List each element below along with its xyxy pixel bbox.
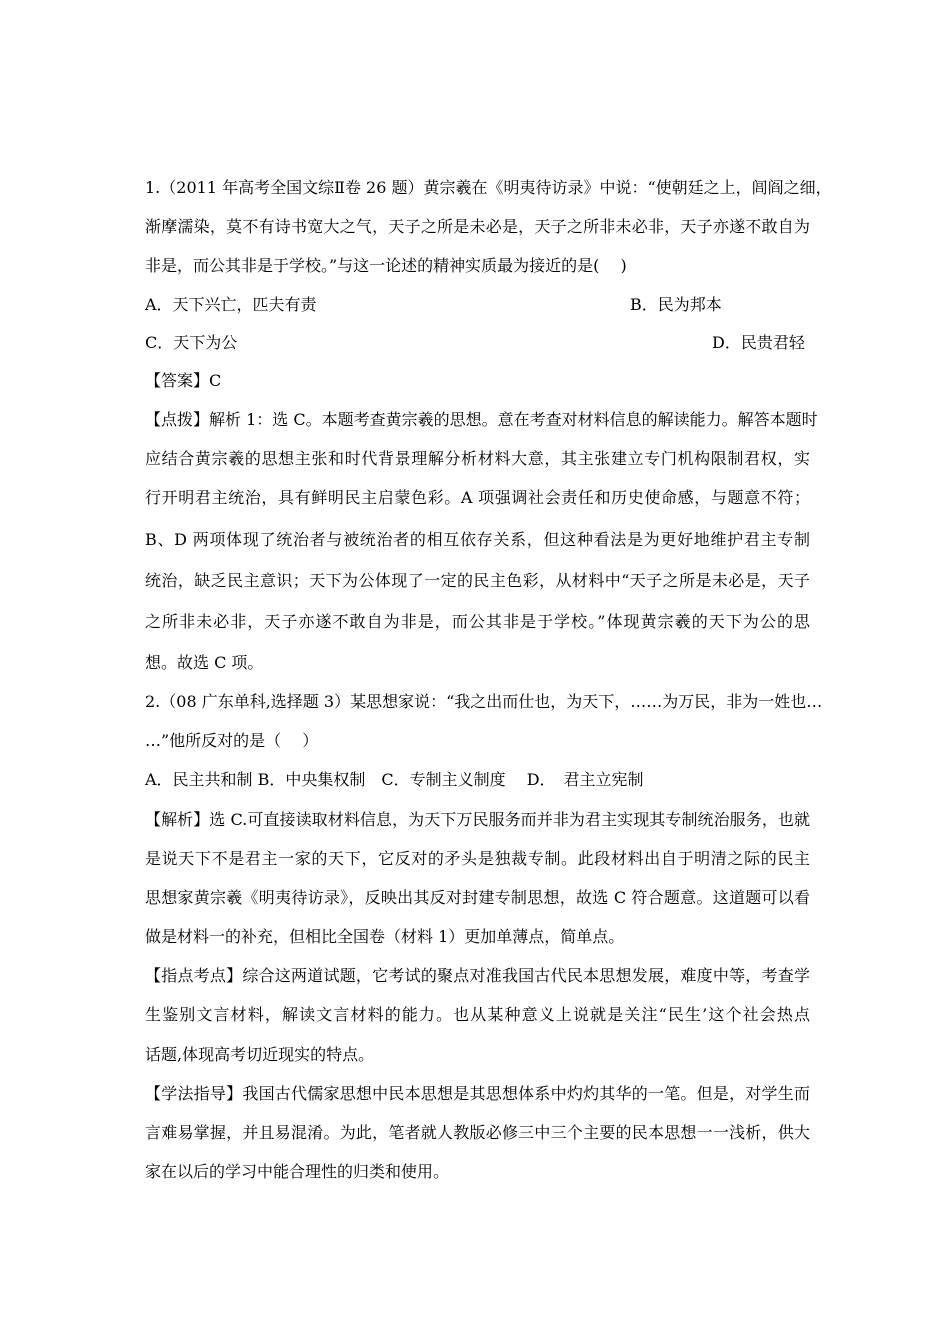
q1-option-a: A．天下兴亡，匹夫有责: [145, 295, 317, 314]
q1-option-b: B．民为邦本: [630, 295, 722, 314]
xuefa-line: 言难易掌握，并且易混淆。为此，笔者就人教版必修三中三个主要的民本思想一一浅析，供大: [145, 1123, 810, 1142]
q1-analysis-line: B、D 两项体现了统治者与被统治者的相互依存关系，但这种看法是为更好地维护君主专制: [145, 530, 810, 549]
q1-analysis-line: 行开明君主统治，具有鲜明民主启蒙色彩。A 项强调社会责任和历史使命感，与题意不符；: [145, 488, 810, 507]
q2-analysis-line: 是说天下不是君主一家的天下，它反对的矛头是独裁专制。此段材料出自于明清之际的民主: [145, 849, 810, 868]
q1-analysis-line: 应结合黄宗羲的思想主张和时代背景理解分析材料大意，其主张建立专门机构限制君权，实: [145, 449, 810, 468]
q1-line-1: 1.（2011 年高考全国文综Ⅱ卷 26 题）黄宗羲在《明夷待访录》中说：“使朝廷之上，闾阎之细，: [145, 178, 832, 197]
q2-analysis-line: 【解析】选 C.可直接读取材料信息，为天下万民服务而并非为君主实现其专制统治服务，也就: [145, 810, 810, 829]
kaodian-line: 话题,体现高考切近现实的特点。: [145, 1045, 375, 1064]
xuefa-line: 【学法指导】我国古代儒家思想中民本思想是其思想体系中灼灼其华的一笔。但是，对学生而: [145, 1084, 810, 1103]
q1-option-d: D．民贵君轻: [712, 333, 805, 352]
q1-analysis-line: 【点拨】解析 1：选 C。本题考查黄宗羲的思想。意在考查对材料信息的解读能力。解答本题时: [145, 410, 818, 429]
kaodian-line: 生鉴别文言材料，解读文言材料的能力。也从某种意义上说就是关注“民生’这个社会热点: [145, 1005, 810, 1024]
q1-line-2: 渐摩濡染，莫不有诗书宽大之气，天子之所是未必是，天子之所非未必非，天子亦遂不敢自为: [145, 217, 810, 236]
q1-answer: 【答案】C: [145, 371, 222, 390]
q1-analysis-line: 之所非未必非，天子亦遂不敢自为非是，而公其非是于学校。”体现黄宗羲的天下为公的思: [145, 612, 810, 631]
q2-analysis-line: 思想家黄宗羲《明夷待访录》，反映出其反对封建专制思想，故选 C 符合题意。这道题可以看: [145, 888, 810, 907]
q1-option-c: C．天下为公: [145, 333, 238, 352]
q2-analysis-line: 做是材料一的补充，但相比全国卷（材料 1）更加单薄点，简单点。: [145, 927, 625, 946]
q1-analysis-line: 想。故选 C 项。: [145, 653, 264, 672]
xuefa-line: 家在以后的学习中能合理性的归类和使用。: [145, 1162, 450, 1181]
q1-analysis-line: 统治，缺乏民主意识；天下为公体现了一定的民主色彩，从材料中“天子之所是未必是，天子: [145, 571, 810, 590]
q1-line-3: 非是，而公其非是于学校。”与这一论述的精神实质最为接近的是( ): [145, 256, 627, 275]
q2-options: A．民主共和制 B．中央集权制 C．专制主义制度 D． 君主立宪制: [145, 770, 644, 789]
q2-line-1: 2.（08 广东单科,选择题 3）某思想家说：“我之出而仕也，为天下，……为万民，非为一姓也…: [145, 692, 823, 711]
q2-line-2: …”他所反对的是（ ）: [145, 731, 319, 750]
kaodian-line: 【指点考点】综合这两道试题，它考试的聚点对准我国古代民本思想发展，难度中等，考查学: [145, 966, 810, 985]
